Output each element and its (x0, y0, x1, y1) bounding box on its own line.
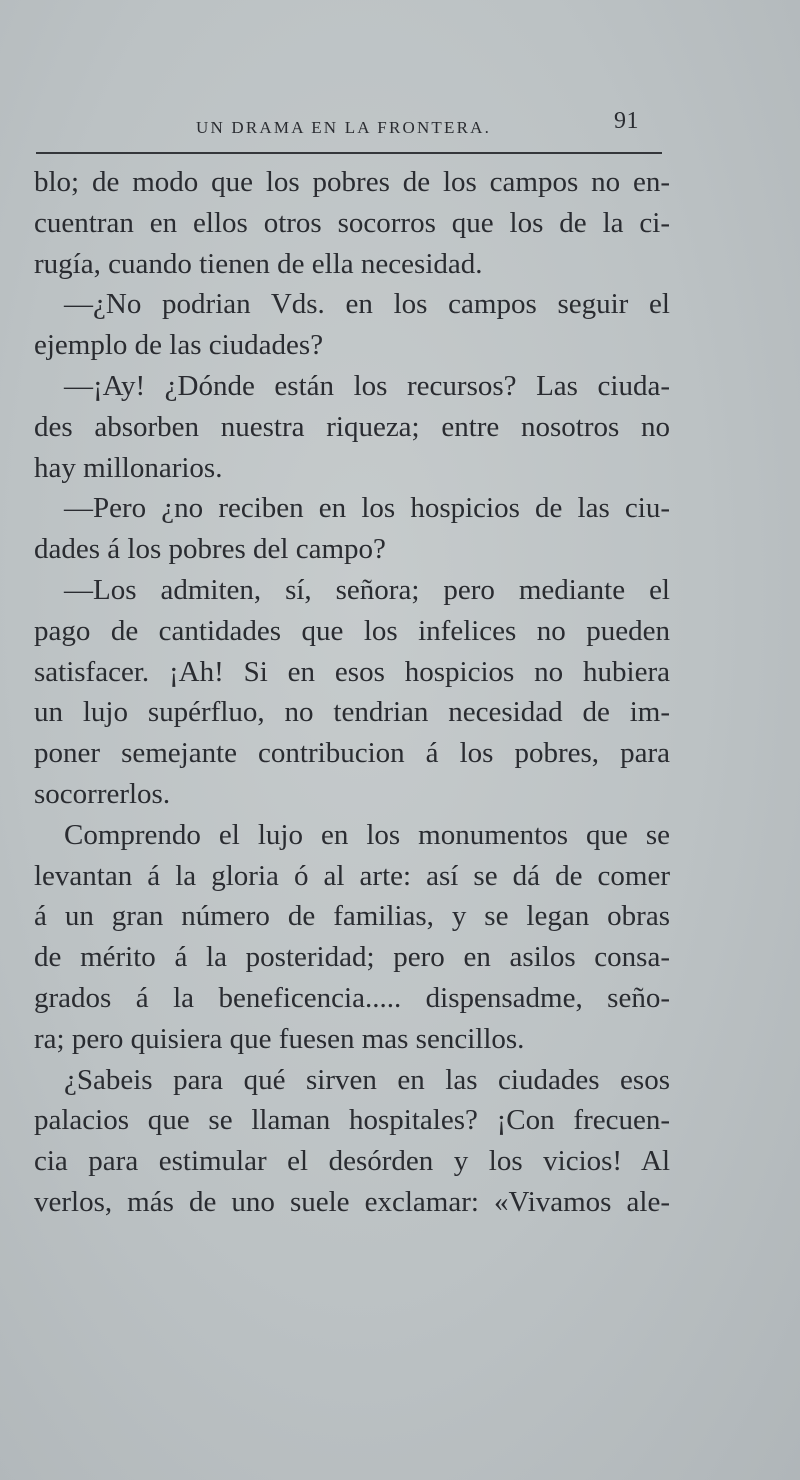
text-line: un lujo supérfluo, no tendrian necesidad de im- (34, 696, 670, 729)
text-line: —¿No podrian Vds. en los campos seguir el (64, 288, 670, 321)
text-line: des absorben nuestra riqueza; entre nosotros no (34, 410, 670, 443)
text-line: levantan á la gloria ó al arte: así se dá de comer (34, 859, 670, 892)
text-line: Comprendo el lujo en los monumentos que se (64, 818, 670, 851)
text-line: rugía, cuando tienen de ella necesidad. (34, 247, 483, 280)
text-line: socorrerlos. (34, 777, 171, 810)
text-line: verlos, más de uno suele exclamar: «Vivamos ale- (34, 1185, 670, 1218)
running-title: UN DRAMA EN LA FRONTERA. (196, 118, 492, 137)
header-rule (36, 152, 662, 154)
text-line: palacios que se llaman hospitales? ¡Con frecuen- (34, 1104, 670, 1137)
text-line: blo; de modo que los pobres de los campos no en- (34, 166, 670, 198)
text-line: poner semejante contribucion á los pobres, para (34, 737, 670, 770)
page-number: 91 (614, 108, 639, 134)
text-line: —Los admiten, sí, señora; pero mediante el (64, 573, 670, 606)
text-line: ra; pero quisiera que fuesen mas sencillos. (34, 1022, 525, 1055)
text-line: de mérito á la posteridad; pero en asilos consa- (34, 941, 670, 974)
text-line: —Pero ¿no reciben en los hospicios de las ciu- (64, 492, 670, 525)
text-line: á un gran número de familias, y se legan obras (34, 900, 670, 933)
page-header (0, 104, 800, 140)
body-text (34, 162, 670, 1223)
text-line: dades á los pobres del campo? (34, 533, 386, 566)
text-line: ejemplo de las ciudades? (34, 329, 324, 362)
text-line: cuentran en ellos otros socorros que los de la ci- (34, 206, 670, 239)
text-line: grados á la beneficencia..... dispensadme, seño- (34, 981, 670, 1014)
text-line: —¡Ay! ¿Dónde están los recursos? Las ciuda- (64, 369, 670, 402)
text-line: ¿Sabeis para qué sirven en las ciudades esos (64, 1063, 670, 1096)
text-line: pago de cantidades que los infelices no pueden (34, 614, 670, 647)
text-line: satisfacer. ¡Ah! Si en esos hospicios no hubiera (34, 655, 670, 688)
text-line: hay millonarios. (34, 451, 223, 484)
text-line: cia para estimular el desórden y los vicios! Al (34, 1145, 670, 1178)
